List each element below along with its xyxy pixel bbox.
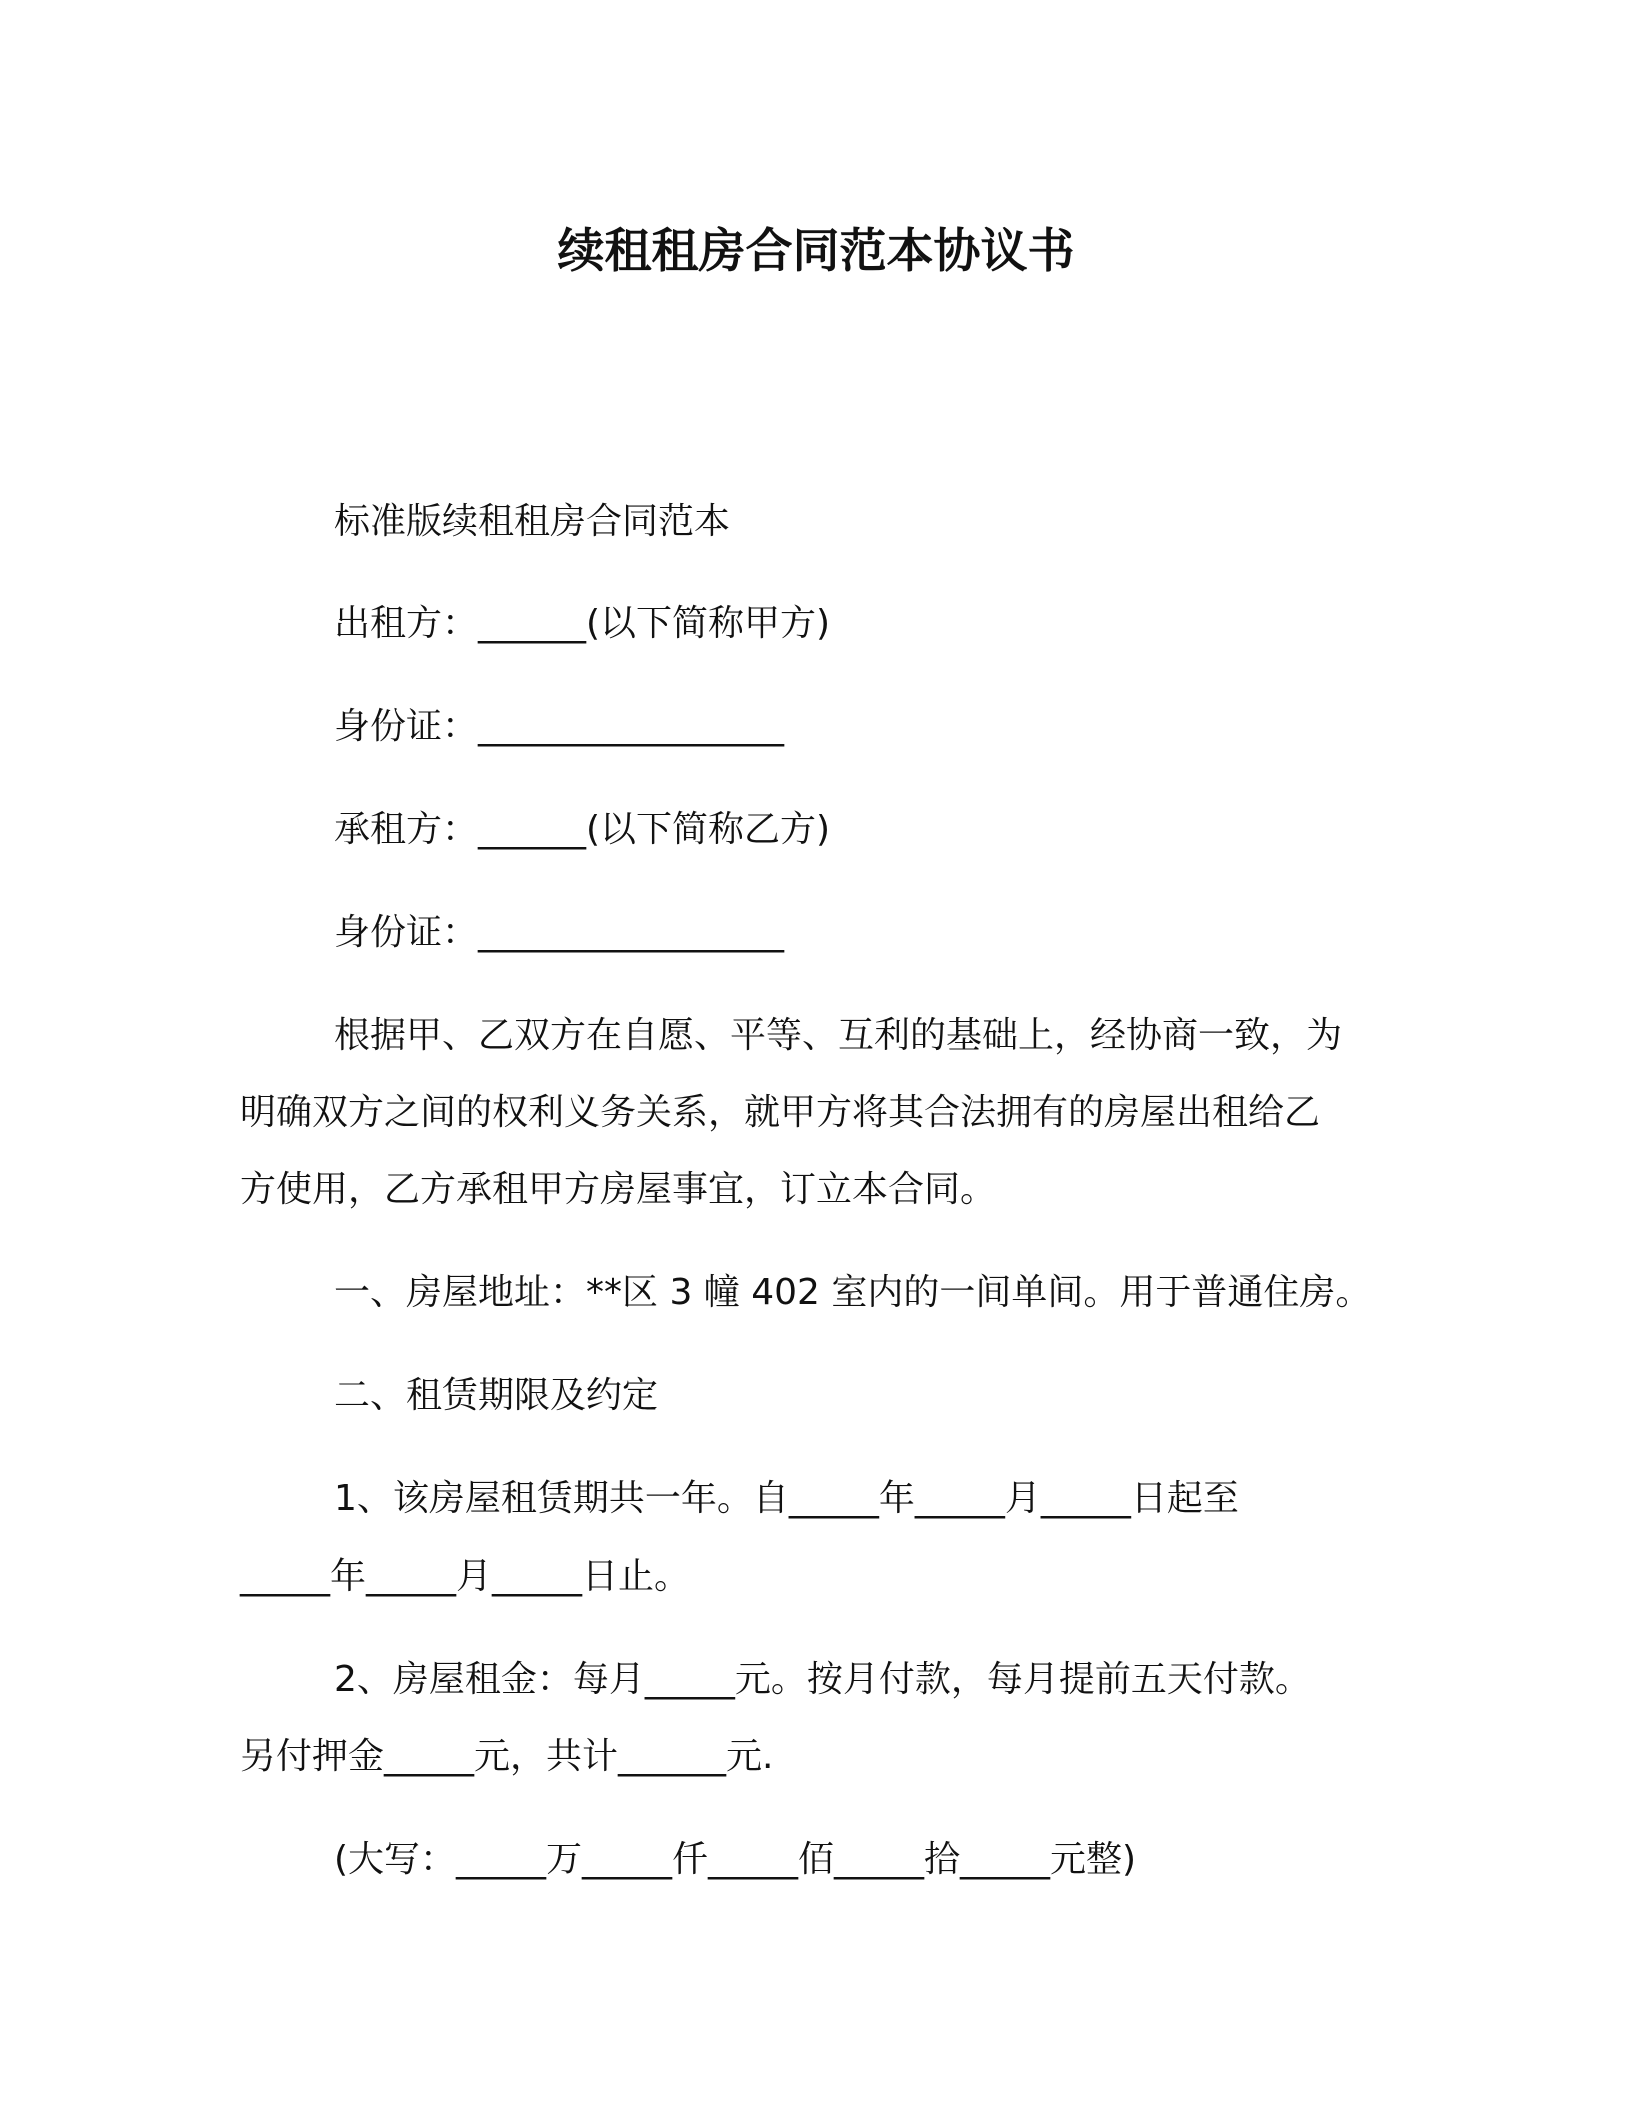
preamble-line-2: 明确双方之间的权利义务关系，就甲方将其合法拥有的房屋出租给乙 — [240, 1092, 1321, 1133]
clause-1-line-2: _____年_____月_____日止。 — [240, 1556, 691, 1597]
section-1-address: 一、房屋地址：**区 3 幢 402 室内的一间单间。用于普通住房。 — [334, 1272, 1372, 1313]
lessor-id-line: 身份证：_________________ — [334, 706, 785, 747]
amount-in-words-line: (大写：_____万_____仟_____佰_____拾_____元整) — [334, 1839, 1137, 1880]
section-2-heading: 二、租赁期限及约定 — [334, 1375, 659, 1416]
lessee-id-line: 身份证：_________________ — [334, 912, 785, 953]
document-title: 续租租房合同范本协议书 — [557, 224, 1075, 279]
preamble-line-1: 根据甲、乙双方在自愿、平等、互利的基础上，经协商一致，为 — [334, 1015, 1343, 1056]
clause-1-line-1: 1、该房屋租赁期共一年。自_____年_____月_____日起至 — [334, 1478, 1239, 1519]
subtitle-line: 标准版续租租房合同范本 — [334, 501, 731, 542]
lessee-line: 承租方：______(以下简称乙方) — [334, 809, 831, 850]
clause-2-line-2: 另付押金_____元，共计______元. — [240, 1736, 774, 1777]
lessor-line: 出租方：______(以下简称甲方) — [334, 603, 831, 644]
clause-2-line-1: 2、房屋租金：每月_____元。按月付款，每月提前五天付款。 — [334, 1659, 1311, 1700]
preamble-line-3: 方使用，乙方承租甲方房屋事宜，订立本合同。 — [240, 1169, 997, 1210]
